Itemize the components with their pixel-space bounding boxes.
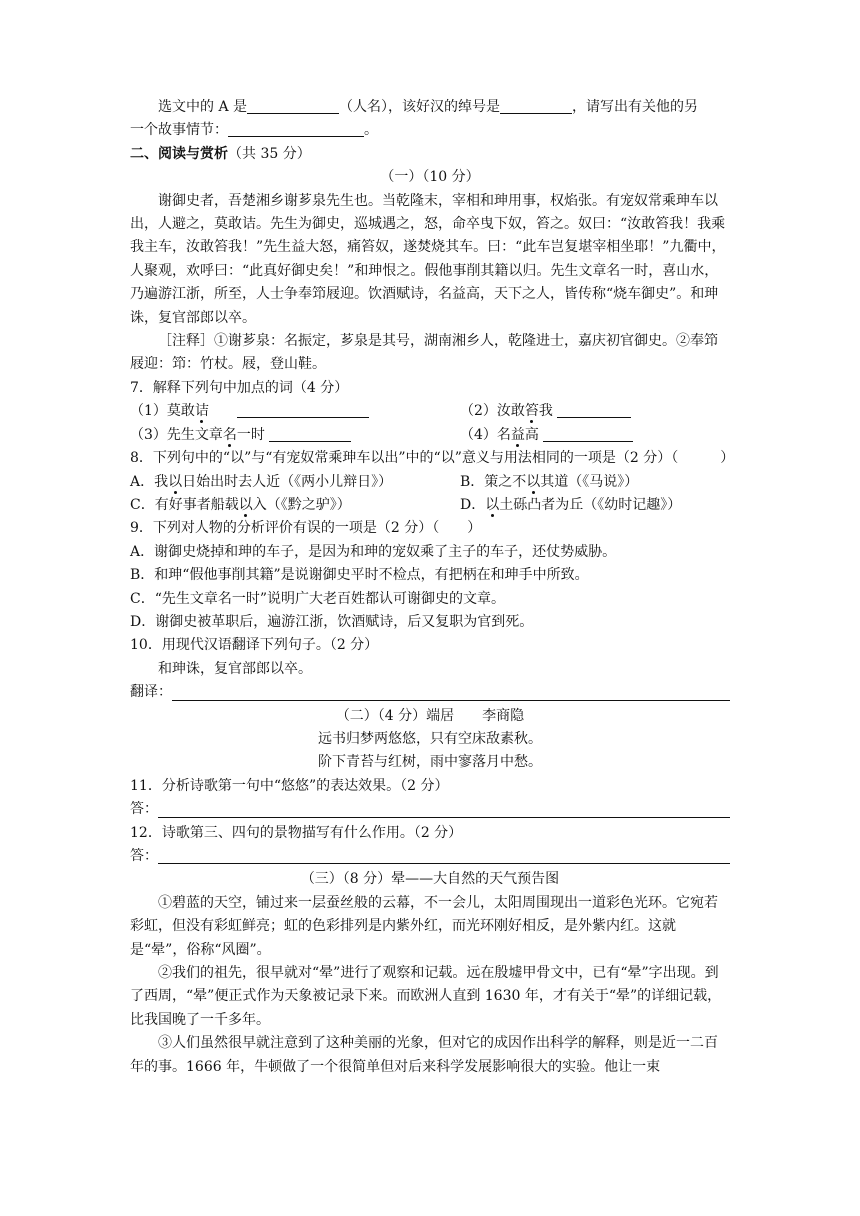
q7-row1 bbox=[130, 400, 730, 423]
q7-blank2[interactable] bbox=[557, 401, 631, 418]
q9-option-a[interactable]: A．谢御史烧掉和珅的车子，是因为和珅的宠奴乘了主子的车子，还仗势威胁。 bbox=[130, 543, 617, 560]
poem-line-1: 远书归梦两悠悠，只有空床敌素秋。 bbox=[318, 730, 542, 747]
q7-row2 bbox=[130, 424, 730, 447]
q11-answer-field[interactable] bbox=[158, 801, 730, 818]
q9-stem: 9．下列对人物的分析评价有误的一项是（2 分）（ ） bbox=[130, 520, 482, 537]
blank-name[interactable] bbox=[247, 97, 339, 114]
q10-answer-field[interactable] bbox=[172, 684, 730, 701]
q11-answer-line: 答： bbox=[130, 798, 730, 821]
blank-nickname[interactable] bbox=[500, 97, 572, 114]
q7-item2: （2）汝敢笞我 bbox=[460, 400, 631, 423]
q12-answer-line: 答： bbox=[130, 845, 730, 868]
part3-para-3: ③人们虽然很早就注意到了这种美丽的光象，但对它的成因作出科学的解释，则是近一二百年的事。1666 年，牛顿做了一个很简单但对后来科学发展影响很大的实验。他让一束 bbox=[130, 1035, 718, 1075]
q7-item1: （1）莫敢诘 bbox=[130, 400, 460, 423]
blank-story[interactable] bbox=[228, 120, 364, 137]
q7-item4: （4）名益高 bbox=[460, 424, 633, 447]
q8-option-b[interactable]: B．策之不以其道（《马说》） bbox=[460, 473, 639, 490]
top-question-line2: 一个故事情节： 。 bbox=[130, 122, 378, 139]
q12-stem: 12．诗歌第三、四句的景物描写有什么作用。（2 分） bbox=[130, 824, 463, 841]
q8-option-a[interactable]: A．我以日始出时去人近（《两小儿辩日》） bbox=[130, 473, 393, 490]
q8-stem: 8．下列句中的“以”与“有宠奴常乘珅车以出”中的“以”意义与用法相同的一项是（2 分）（ ） bbox=[130, 450, 735, 467]
q9-option-d[interactable]: D．谢御史被革职后，遍游江浙，饮酒赋诗，后又复职为官到死。 bbox=[130, 613, 534, 630]
part1-note: ［注释］①谢芗泉：名振定，芗泉是其号，湖南湘乡人，乾隆进士，嘉庆初官御史。②奉笻屐迎：笻：竹杖。屐，登山鞋。 bbox=[130, 333, 718, 373]
q7-blank3[interactable] bbox=[269, 425, 351, 442]
part3-para-2: ②我们的祖先，很早就对“晕”进行了观察和记载。远在殷墟甲骨文中，已有“晕”字出现。到了西周，“晕”便正式作为天象被记录下来。而欧洲人直到 1630 年，才有关于“晕”的详细记载，比我国晚了一千多年。 bbox=[130, 965, 722, 1028]
poem-line-2: 阶下青苔与红树，雨中寥落月中愁。 bbox=[318, 754, 542, 771]
q9-option-c[interactable]: C．“先生文章名一时”说明广大老百姓都认可谢御史的文章。 bbox=[130, 590, 506, 607]
q8-option-d[interactable]: D．以土砾凸者为丘（《幼时记趣》） bbox=[460, 496, 682, 513]
q7-blank4[interactable] bbox=[543, 425, 633, 442]
q10-answer-line: 翻译： bbox=[130, 681, 730, 704]
part3-para-1: ①碧蓝的天空，铺过来一层蚕丝般的云幕，不一会儿，太阳周围现出一道彩色光环。它宛若彩虹，但没有彩虹鲜亮；虹的色彩排列是内紫外红，而光环刚好相反，是外紫内红。这就是“晕”，俗称“风圈”。 bbox=[130, 894, 718, 958]
part1-heading: （一）（10 分） bbox=[380, 169, 480, 186]
q7-stem: 7．解释下列句中加点的词（4 分） bbox=[130, 379, 349, 396]
q12-answer-field[interactable] bbox=[158, 847, 730, 864]
top-question-line: 选文中的 A 是 （人名），该好汉的绰号是 ，请写出有关他的另 bbox=[158, 99, 699, 115]
q8-option-c[interactable]: C．有好事者船载以入（《黔之驴》） bbox=[130, 496, 351, 513]
part2-heading: （二）（4 分）端居 李商隐 bbox=[335, 707, 525, 724]
q11-stem: 11．分析诗歌第一句中“悠悠”的表达效果。（2 分） bbox=[130, 777, 449, 794]
q10-stem: 10．用现代汉语翻译下列句子。（2 分） bbox=[130, 637, 379, 654]
q8-row1 bbox=[130, 471, 730, 494]
q7-blank1[interactable] bbox=[237, 401, 369, 418]
q9-option-b[interactable]: B．和珅“假他事削其籍”是说谢御史平时不检点，有把柄在和珅手中所致。 bbox=[130, 567, 589, 584]
section2-title: 二、阅读与赏析（共 35 分） bbox=[130, 145, 311, 162]
q8-row2 bbox=[130, 494, 730, 517]
exam-page bbox=[130, 96, 735, 1079]
part3-heading: （三）（8 分）晕——大自然的天气预告图 bbox=[300, 871, 560, 888]
q7-item3: （3）先生文章名一时 bbox=[130, 424, 460, 447]
part1-passage: 谢御史者，吾楚湘乡谢芗泉先生也。当乾隆末，宰相和珅用事，权焰张。有宠奴常乘珅车以出，人避之，莫敢诘。先生为御史，巡城遇之，怒，命卒曳下奴，笞之。奴曰：“汝敢笞我！我乘我主车，汝敢笞我！”先生益大怒，痛笞奴，遂焚烧其车。曰：“此车岂复堪宰相坐耶！”九衢中，人聚观，欢呼曰：“此真好御史矣！”和珅恨之。假他事削其籍以归。先生文章名一时，喜山水，乃遍游江浙，所至，人士争奉笻屐迎。饮酒赋诗，名益高，天下之人，皆传称“烧车御史”。和珅诛，复官部郎以卒。 bbox=[130, 192, 726, 326]
q10-sentence: 和珅诛，复官部郎以卒。 bbox=[158, 660, 312, 677]
